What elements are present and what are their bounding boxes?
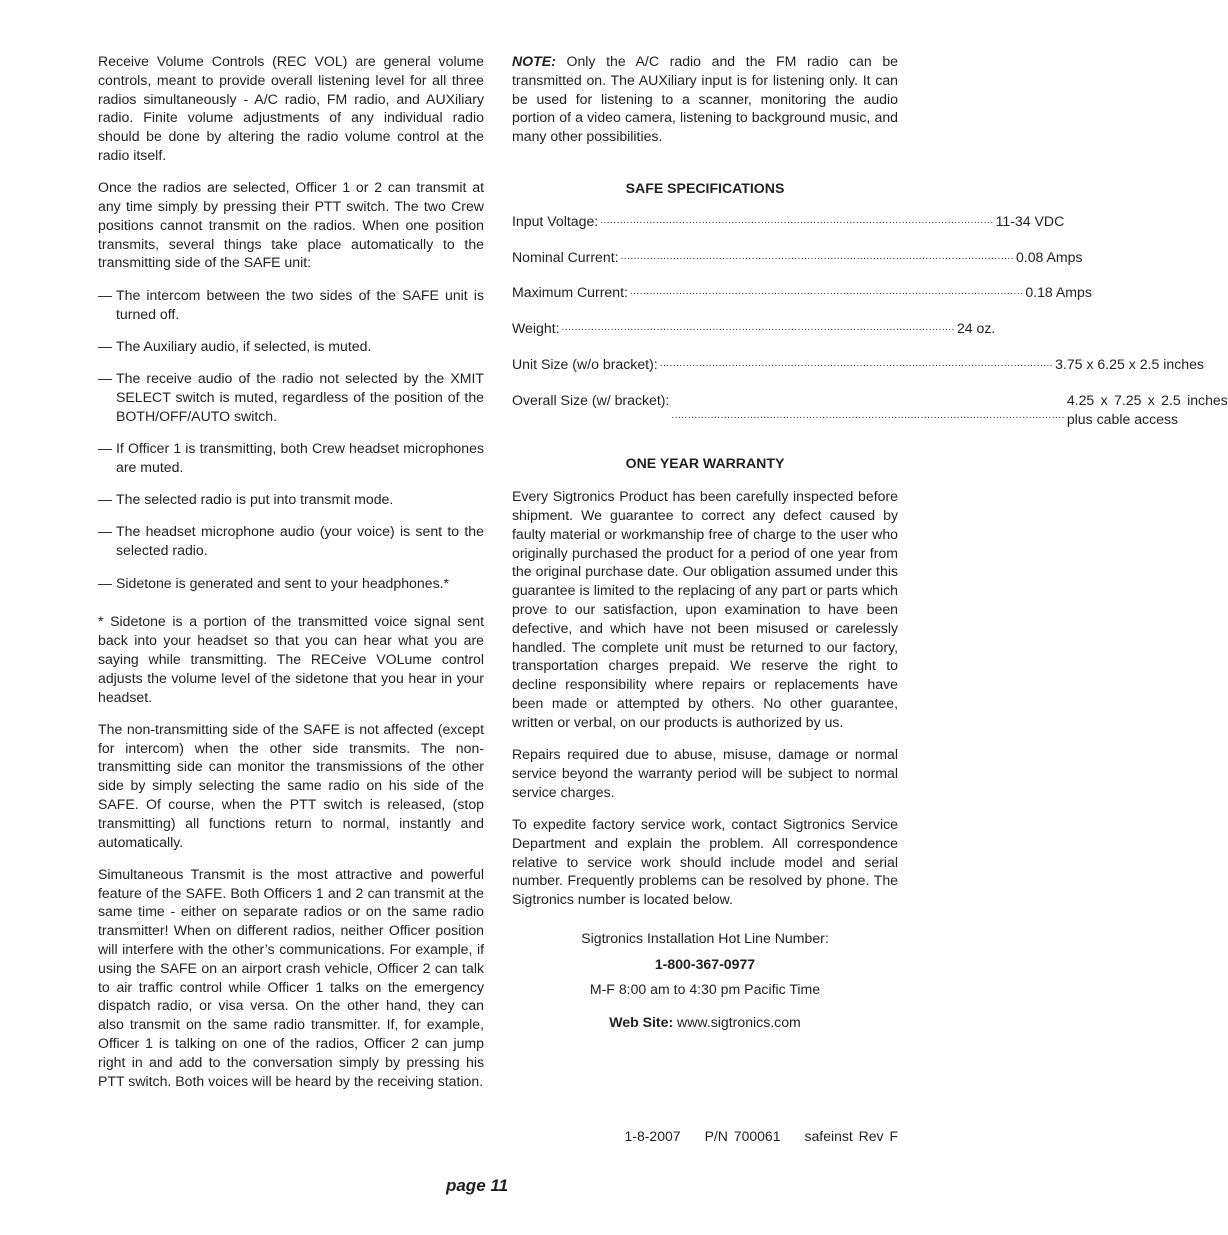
dash-marker: — bbox=[98, 440, 113, 457]
dot-leader: ........................................................................................................................ bbox=[561, 322, 955, 334]
spec-label: Maximum Current: bbox=[512, 284, 628, 301]
hotline-hours: M-F 8:00 am to 4:30 pm Pacific Time bbox=[589, 981, 821, 998]
spec-row bbox=[512, 319, 996, 341]
dash-marker: — bbox=[98, 337, 113, 354]
hotline-label: Sigtronics Installation Hot Line Number: bbox=[581, 929, 829, 946]
dash-marker: — bbox=[98, 574, 113, 591]
list-item-text: If Officer 1 is transmitting, both Crew headset microphones are muted. bbox=[116, 440, 484, 475]
hotline-phone: 1-800-367-0977 bbox=[654, 955, 756, 972]
spec-row bbox=[512, 355, 1204, 377]
warranty-paragraph: Every Sigtronics Product has been carefully inspected before shipment. We guarantee to correct any defect caused by faulty material or workmanship free of charge to the user who originally purchased the product for a period of one year from the original purchase date. Our obligation assumed under this guarantee is limited to the replacing of any part or parts which prove to our satisfaction, upon examination to have been defective, and which have not been misused or carelessly handled. The complete unit must be returned to our factory, transportation charges prepaid. We reserve the right to decline responsibility where repairs or replacements have been made or attempted by others. No other guarantee, written or verbal, on our products is authorized by us. bbox=[512, 488, 898, 730]
website-line bbox=[512, 1013, 898, 1032]
dash-marker: — bbox=[98, 491, 113, 508]
list-item-text: The headset microphone audio (your voice) is sent to the selected radio. bbox=[116, 523, 484, 559]
right-column bbox=[512, 52, 1228, 1039]
note-label: NOTE: bbox=[512, 53, 556, 69]
footer-revision: safeinst Rev F bbox=[804, 1128, 898, 1144]
note-paragraph bbox=[512, 52, 898, 146]
dash-marker: — bbox=[98, 523, 113, 540]
specs-heading: SAFE SPECIFICATIONS bbox=[625, 179, 785, 196]
list-item-text: The receive audio of the radio not selected by the XMIT SELECT switch is muted, regardless of the position of the BOTH/OFF/AUTO switch. bbox=[116, 370, 484, 424]
spec-value: 24 oz. bbox=[956, 320, 996, 337]
transmit-effects-list bbox=[98, 286, 484, 593]
list-item bbox=[98, 286, 484, 324]
spec-value: 0.18 Amps bbox=[1025, 284, 1092, 301]
paragraph-simultaneous-transmit: Simultaneous Transmit is the most attractive and powerful feature of the SAFE. Both Officers 1 and 2 can transmit at the same time - either on separate radios or on the same radio transmitter! When on different radios, neither Officer position will interfere with the other’s communications. For example, if using the SAFE on an airport crash vehicle, Officer 2 can talk to air traffic control while Officer 1 talks on the emergency dispatch radio, or visa versa. On the other hand, they can also transmit on the same radio transmitter. If, for example, Officer 1 is talking on one of the radios, Officer 2 can jump right in and add to the conversation simply by pressing his PTT switch. Both voices will be heard by the receiving station. bbox=[98, 865, 484, 1089]
warranty-heading: ONE YEAR WARRANTY bbox=[625, 455, 785, 472]
list-item bbox=[98, 337, 484, 356]
spec-row bbox=[512, 283, 1092, 305]
dash-marker: — bbox=[98, 370, 113, 387]
spec-label: Input Voltage: bbox=[512, 212, 599, 229]
footer-date: 1-8-2007 bbox=[624, 1128, 681, 1144]
repairs-paragraph: Repairs required due to abuse, misuse, damage or normal service beyond the warranty period will be subject to normal service charges. bbox=[512, 746, 898, 800]
spec-label: Unit Size (w/o bracket): bbox=[512, 355, 658, 372]
dot-leader: ........................................................................................................................ bbox=[671, 409, 1065, 421]
list-item bbox=[98, 490, 484, 509]
dot-leader: ........................................................................................................................ bbox=[600, 214, 994, 226]
list-item bbox=[98, 439, 484, 477]
list-item-text: The intercom between the two sides of the SAFE unit is turned off. bbox=[116, 286, 484, 322]
footer-info bbox=[512, 1128, 898, 1144]
left-column bbox=[98, 52, 484, 1104]
spec-value: 11-34 VDC bbox=[995, 212, 1065, 229]
list-item bbox=[98, 522, 484, 560]
spec-value: 3.75 x 6.25 x 2.5 inches bbox=[1055, 355, 1204, 372]
list-item bbox=[98, 574, 484, 593]
dot-leader: ........................................................................................................................ bbox=[659, 357, 1054, 369]
list-item-text: The selected radio is put into transmit mode. bbox=[116, 491, 394, 508]
paragraph-receive-volume: Receive Volume Controls (REC VOL) are general volume controls, meant to provide overall listening level for all three radios simultaneously - A/C radio, FM radio, and AUXiliary radio. Finite volume adjustments of any individual radio should be done by altering the radio volume control at the radio itself. bbox=[98, 53, 484, 163]
spec-label: Overall Size (w/ bracket): bbox=[512, 391, 670, 408]
website-link[interactable]: www.sigtronics.com bbox=[673, 1014, 801, 1031]
dot-leader: ........................................................................................................................ bbox=[620, 250, 1014, 262]
list-item-text: The Auxiliary audio, if selected, is muted. bbox=[116, 337, 372, 354]
dash-marker: — bbox=[98, 286, 113, 303]
spec-row bbox=[512, 248, 1083, 270]
list-item bbox=[98, 369, 484, 425]
service-paragraph: To expedite factory service work, contact Sigtronics Service Department and explain the problem. All correspondence relative to service work should include model and serial number. Frequently problems can be resolved by phone. The Sigtronics number is located below. bbox=[512, 815, 898, 908]
paragraph-non-transmitting: The non-transmitting side of the SAFE is not affected (except for intercom) when the other side transmits. The non-transmitting side can monitor the transmissions of the other side by simply selecting the same radio on his side of the SAFE. Of course, when the PTT switch is released, (stop transmitting) all functions return to normal, instantly and automatically. bbox=[98, 720, 484, 850]
spec-value: 4.25 x 7.25 x 2.5 inches plus cable access bbox=[1066, 391, 1228, 427]
spec-row bbox=[512, 212, 1065, 234]
website-label: Web Site: bbox=[609, 1014, 674, 1031]
spec-label: Nominal Current: bbox=[512, 248, 619, 265]
spec-row bbox=[512, 391, 1228, 429]
paragraph-sidetone: * Sidetone is a portion of the transmitted voice signal sent back into your headset so that you can hear what you are saying while transmitting. The RECeive VOLume control adjusts the volume level of the sidetone that you hear in your headset. bbox=[98, 613, 484, 705]
specs-list bbox=[512, 212, 1228, 429]
dot-leader: ........................................................................................................................ bbox=[629, 286, 1024, 298]
spec-label: Weight: bbox=[512, 320, 560, 337]
note-text: Only the A/C radio and the FM radio can be transmitted on. The AUXiliary input is for listening only. It can be used for listening to a scanner, monitoring the audio portion of a video camera, listening to background music, and many other possibilities. bbox=[512, 53, 898, 145]
paragraph-transmit: Once the radios are selected, Officer 1 or 2 can transmit at any time simply by pressing their PTT switch. The two Crew positions cannot transmit on the radios. When one position transmits, several things take place automatically to the transmitting side of the SAFE unit: bbox=[98, 179, 484, 271]
footer-part-number: P/N 700061 bbox=[704, 1128, 781, 1144]
list-item-text: Sidetone is generated and sent to your headphones.* bbox=[116, 574, 450, 591]
spec-value: 0.08 Amps bbox=[1015, 248, 1083, 265]
page-number: page 11 bbox=[445, 1176, 509, 1195]
